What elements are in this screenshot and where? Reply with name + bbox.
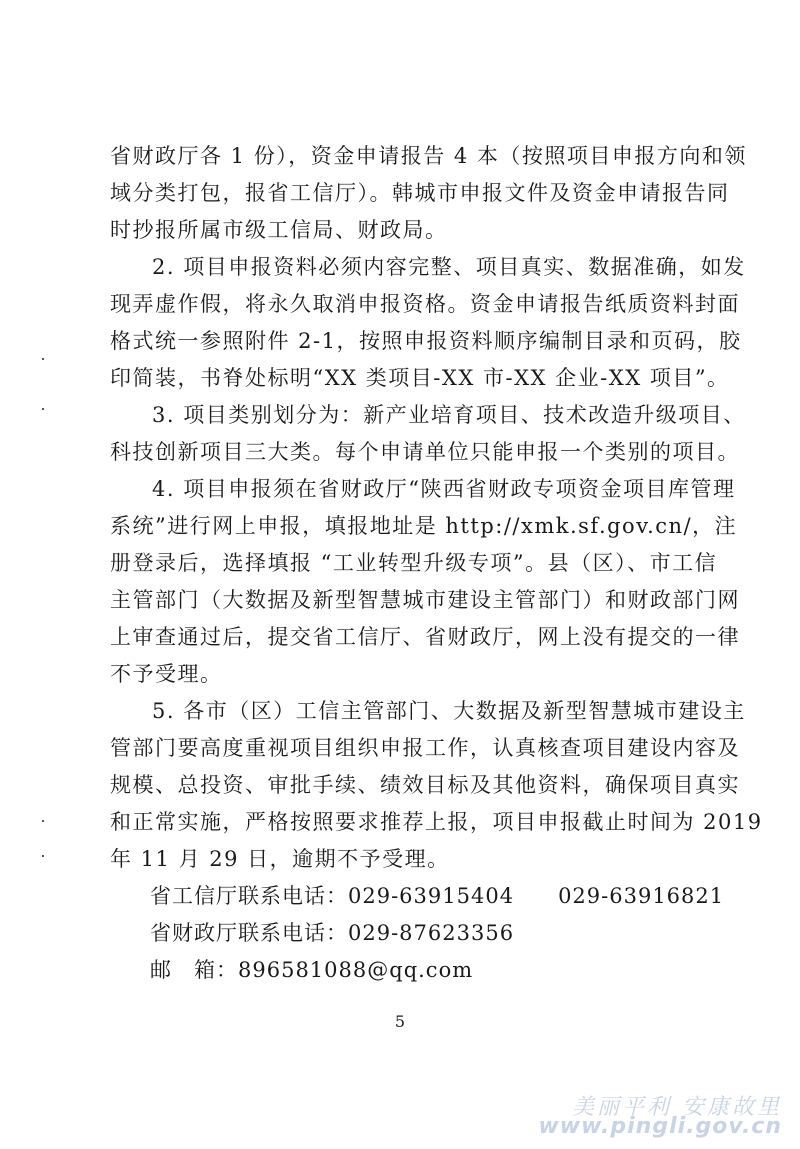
body-line: 格式统一参照附件 2-1，按照申报资料顺序编制目录和页码，胶 [110, 329, 742, 353]
watermark-slogan: 美丽平利 安康故里 [572, 1095, 782, 1120]
contact-phone-industry: 省工信厅联系电话：029-63915404 029-63916821 [150, 884, 725, 908]
body-line: 印简装，书脊处标明“XX 类项目-XX 市-XX 企业-XX 项目”。 [110, 366, 730, 390]
body-line: 规模、总投资、审批手续、绩效目标及其他资料，确保项目真实 [110, 773, 740, 797]
paragraph-2-start: 2. 项目申报资料必须内容完整、项目真实、数据准确，如发 [152, 255, 746, 279]
body-line: 不予受理。 [110, 662, 223, 686]
body-line: 省财政厅各 1 份），资金申请报告 4 本（按照项目申报方向和领 [110, 144, 747, 168]
page-number: 5 [394, 1012, 406, 1031]
margin-mark [42, 855, 44, 857]
body-line: 域分类打包，报省工信厅）。韩城市申报文件及资金申请报告同 [110, 181, 730, 205]
contact-email: 邮 箱：896581088@qq.com [150, 958, 474, 982]
margin-mark [42, 358, 44, 360]
body-line: 年 11 月 29 日，逾期不予受理。 [110, 847, 450, 871]
margin-mark [42, 820, 44, 822]
body-line: 主管部门（大数据及新型智慧城市建设主管部门）和财政部门网 [110, 588, 740, 612]
paragraph-4-start: 4. 项目申报须在省财政厅“陕西省财政专项资金项目库管理 [152, 477, 736, 501]
paragraph-5-start: 5. 各市（区）工信主管部门、大数据及新型智慧城市建设主 [152, 699, 746, 723]
body-line: 管部门要高度重视项目组织申报工作，认真核查项目建设内容及 [110, 736, 740, 760]
body-line: 和正常实施，严格按照要求推荐上报，项目申报截止时间为 2019 [110, 810, 763, 834]
watermark-url: www.pingli.gov.cn [538, 1114, 782, 1139]
paragraph-3-start: 3. 项目类别划分为：新产业培育项目、技术改造升级项目、 [152, 403, 746, 427]
margin-mark [42, 408, 44, 410]
body-line: 系统”进行网上申报，填报地址是 http://xmk.sf.gov.cn/，注 [110, 514, 738, 538]
body-line: 册登录后，选择填报 “工业转型升级专项”。县（区）、市工信 [110, 551, 718, 575]
contact-phone-finance: 省财政厅联系电话：029-87623356 [150, 921, 515, 945]
body-line: 上审查通过后，提交省工信厅、省财政厅，网上没有提交的一律 [110, 625, 740, 649]
body-line: 时抄报所属市级工信局、财政局。 [110, 218, 448, 242]
body-line: 科技创新项目三大类。每个申请单位只能申报一个类别的项目。 [110, 440, 740, 464]
body-line: 现弄虚作假，将永久取消申报资格。资金申请报告纸质资料封面 [110, 292, 740, 316]
